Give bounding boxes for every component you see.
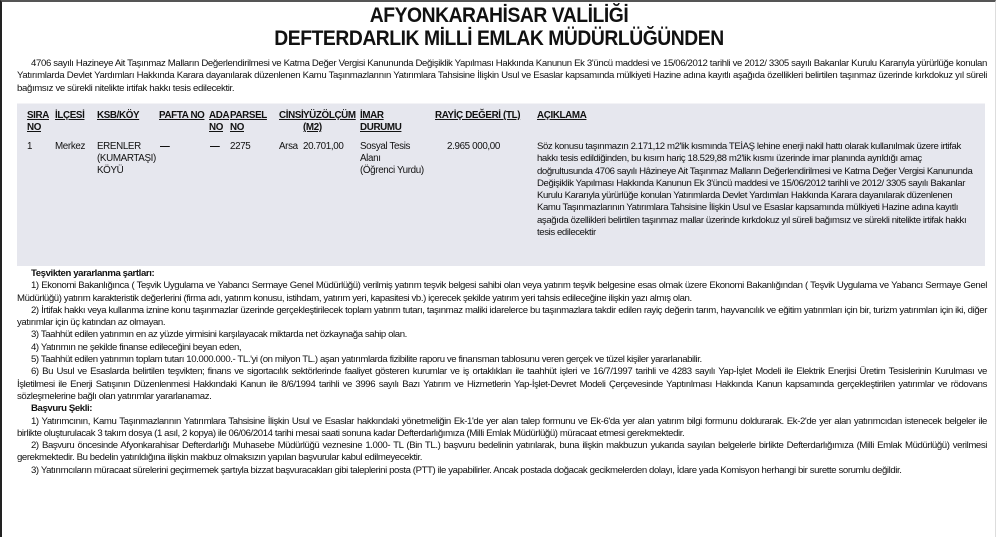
header-ksb-koy: KSB/KÖY (97, 110, 140, 121)
header-ilcesi: İLÇESİ (55, 110, 85, 121)
header-imar-durumu: İMAR DURUMU (360, 110, 402, 133)
cell-rayic-degeri: 2.965 000,00 (447, 141, 501, 152)
incentive-item-5: 5) Taahhüt edilen yatırımın toplam tutarı 10.000.000.- TL.'yi (on milyon TL.) aşan yatırımlarda fizibilite raporu ve finansman tablosunu veren gerçek ve tüzel kişiler yararlanabilir. (31, 354, 702, 366)
cell-aciklama: Söz konusu taşınmazın 2.171,12 m2'lik kısmında TEİAŞ lehine enerji nakil hattı olarak kullanılmak üzere irtifak hakkı tesis edildiğinden, bu kısım hariç 18.529,88 m2'lik kısmı üzerinde imar planında ayrıldığı amaç doğrultusunda 4706 sayılı Hâzineye Ait Taşınmaz Malların Değerlendirilmesi ve Katma Değer Vergisi Kanununda Değişiklik Yapılması Hakkında Kanunun Ek 3'üncü maddesi ve 15/06/2012 tarihli ve 2012/ 3305 sayılı Bakanlar Kurulu Kararıyla yürürlüğe konulan Yatırımlarda Devlet Yardımları Hakkında Karara dayanılarak düzenlenen Kamu Taşınmazlarının Yatırımlara Tahsisine İlişkin Usul ve Esaslar kapsamında mülkiyeti Hazine adına kayıtlı aşağıda özellikleri belirtilen taşınmaz mallar üzerinde kırkdokuz yıl süreli bağımsız ve sürekli nitelikte irtifak hakkı tesis edilecektir (537, 141, 973, 239)
incentive-item-2: 2) İrtifak hakkı veya kullanma iznine konu taşınmazlar üzerinde gerçekleştirilecek toplam yatırım tutarı, taşınmaz maliki idarelerce bu taşınmazlara takdir edilen rayiç değerin tarım, hayvancılık ve eğitim yatırımları için bir, turizm yatırımları için iki, diğer yatırımlar için üç katından az olmayan. (17, 304, 987, 329)
incentive-conditions-section (17, 268, 987, 477)
incentive-item-6: 6) Bu Usul ve Esaslarda belirtilen teşvikten; finans ve sigortacılık sektörlerinde faaliyet gösteren kurumlar ve iş ortaklıkları ile taahhüt işleri ve 16/7/1997 tarihli ve 4283 sayılı Yap-İşlet Modeli ile Elektrik Enerjisi Üretim Tesislerinin Kurulması ve İşletilmesi ile Enerji Satışının Düzenlenmesi Hakkındaki Kanun ile 8/6/1994 tarihli ve 3996 sayılı Bazı Yatırım ve Hizmetlerin Yap-İşlet-Devret Modeli Çerçevesinde Yaptırılması Hakkında Kanun kapsamında gerçekleştirilen yatırımlar ve rödovans sözleşmelerine bağlı olan yatırımlar yararlanamaz. (17, 366, 987, 402)
cell-cinsi: Arsa (279, 141, 298, 152)
property-table (17, 103, 985, 266)
title-governorship: AFYONKARAHİSAR VALİLİĞİ (369, 4, 629, 27)
header-ada-no: ADA NO (209, 110, 230, 133)
header-aciklama: AÇIKLAMA (537, 110, 587, 121)
application-item-2: 2) Başvuru öncesinde Afyonkarahisar Defterdarlığı Muhasebe Müdürlüğü veznesine 1.000- TL (Bin TL.) başvuru bedelinin yatırılarak, buna ilişkin makbuzun yukarıda sayılan belgelerle birlikte Defterdarlığımıza (Milli Emlak Müdürlüğü) verilmesi gerekmektedir. Bu bedelin yatırıldığına ilişkin makbuz olmaksızın yapılan başvurular kabul edilmeyecektir. (17, 440, 987, 464)
incentive-item-3: 3) Taahhüt edilen yatırımın en az yüzde yirmisini karşılayacak miktarda net özkaynağa sahip olan. (31, 329, 407, 341)
title-directorate: DEFTERDARLIK MİLLİ EMLAK MÜDÜRLÜĞÜNDEN (274, 27, 724, 50)
header-pafta-no: PAFTA NO (159, 110, 205, 121)
cell-imar-durumu: Sosyal Tesis Alanı (Öğrenci Yurdu) (360, 141, 424, 176)
cell-parsel-no: 2275 (230, 141, 251, 152)
header-cinsi: CİNSİ (279, 110, 304, 121)
cell-yuzolcum: 20.701,00 (303, 141, 344, 152)
application-heading: Başvuru Şekli: (31, 403, 93, 415)
header-yuzolcum: YÜZÖLÇÜM (M2) (303, 110, 356, 133)
header-sira-no: SIRA NO (27, 110, 50, 133)
application-item-1: 1) Yatırımcının, Kamu Taşınmazlarının Yatırımlara Tahsisine İlişkin Usul ve Esaslar hakkındaki yönetmeliğin Ek-1'de yer alan talep formunu ve Ek-6'da yer alan yatırım bilgi formunu doldurarak. Ek-2'de yer alan yatırımcıdan istenecek belgeler ile birlikte oluşturulacak 3 takım dosya (1 asıl, 2 kopya) ile 06/06/2014 tarihi mesai saati sonuna kadar Defterdarlığımıza (Milli Emlak Müdürlüğü) müracaat etmesi gerekmektedir. (17, 415, 987, 439)
intro-paragraph: 4706 sayılı Hazineye Ait Taşınmaz Malların Değerlendirilmesi ve Katma Değer Vergisi Kanununda Değişiklik Yapılması Hakkında Kanunun Ek 3'üncü maddesi ve 15/06/2012 tarihli ve 2012/ 3305 sayılı Bakanlar Kurulu Kararıyla yürürlüğe konulan Yatırımlarda Devlet Yardımları Hakkında Karara dayanılarak düzenlenen Kamu Taşınmazlarının Yatırımlara Tahsisine İlişkin Usul ve Esaslar kapsamında mülkiyeti Hazine adına kayıtlı aşağıda özellikleri belirtilen taşınmaz üzerinde kırkdokuz yıl süreli bağımsız ve sürekli nitelikte irtifak hakkı tesis edilecektir. (17, 58, 987, 94)
cell-pafta-no: — (160, 141, 170, 152)
cell-ilcesi: Merkez (55, 141, 86, 152)
incentive-conditions-heading: Teşvikten yararlanma şartları: (31, 268, 155, 279)
header-rayic-degeri: RAYİÇ DEĞERİ (TL) (435, 110, 521, 121)
header-parsel-no: PARSEL NO (230, 110, 267, 133)
cell-sira-no: 1 (27, 141, 33, 152)
application-item-3: 3) Yatırımcıların müracaat sürelerini geçirmemek şartıyla bizzat başvuracakları gibi taleplerini posta (PTT) ile yapabilirler. Ancak postada doğacak gecikmelerden dolayı, İdare yada Komisyon herhangi bir surette sorumlu değildir. (31, 464, 902, 476)
cell-ada-no: — (210, 141, 220, 152)
cell-ksb-koy: ERENLER (KUMARTAŞI) KÖYÜ (97, 141, 156, 176)
incentive-item-4: 4) Yatırımın ne şekilde finanse edileceğini beyan eden, (31, 341, 242, 353)
incentive-item-1: 1) Ekonomi Bakanlığınca ( Teşvik Uygulama ve Yabancı Sermaye Genel Müdürlüğü) verilmiş yatırım teşvik belgesi sahibi olan veya yatırım teşvik belgesine esas olmak üzere Ekonomi Bakanlığından ( Teşvik Uygulama ve Yabancı Sermaye Genel Müdürlüğü) yatırım karakteristik değerlerini (firma adı, yatırım konusu, istihdam, yatırım yeri, kapasitesi vb.) içerecek şekilde yatırım yeri tahsis edileceğine ilişkin yazı almış olan. (17, 280, 987, 304)
